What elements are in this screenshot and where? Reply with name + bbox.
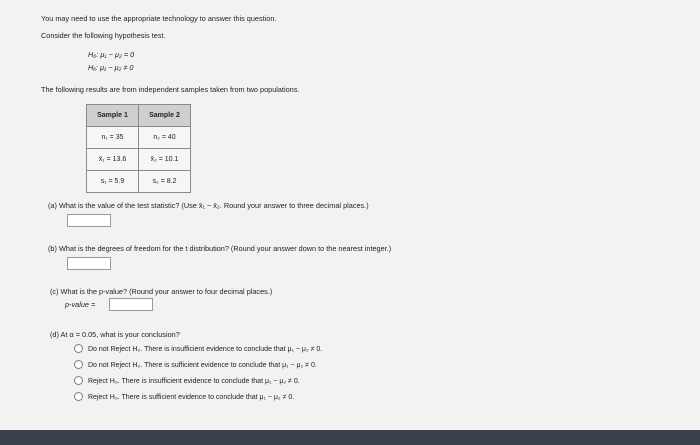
table-cell-n1: n₁ = 35	[87, 127, 139, 149]
table-row	[87, 149, 191, 171]
option-label: Do not Reject H₀. There is insufficient evidence to conclude that μ₁ − μ₂ ≠ 0.	[88, 346, 323, 353]
radio-button[interactable]	[74, 344, 83, 353]
null-hypothesis: H₀: μ₁ − μ₂ = 0	[88, 50, 135, 59]
conclusion-option-4[interactable]	[74, 392, 294, 402]
table-header-sample-1: Sample 1	[87, 105, 139, 127]
option-label: Do not Reject H₀. There is sufficient evidence to conclude that μ₁ − μ₂ ≠ 0.	[88, 362, 317, 369]
table-header-sample-2: Sample 2	[139, 105, 191, 127]
results-intro: The following results are from independent samples taken from two populations.	[41, 85, 300, 94]
option-label: Reject H₀. There is sufficient evidence to conclude that μ₁ − μ₂ ≠ 0.	[88, 394, 295, 401]
technology-note: You may need to use the appropriate technology to answer this question.	[41, 14, 277, 23]
test-statistic-input[interactable]	[67, 214, 111, 227]
radio-button[interactable]	[74, 376, 83, 385]
bottom-bar	[0, 430, 700, 445]
alternative-hypothesis: Hₐ: μ₁ − μ₂ ≠ 0	[88, 63, 134, 72]
option-label: Reject H₀. There is insufficient evidence to conclude that μ₁ − μ₂ ≠ 0.	[88, 378, 300, 385]
question-c: (c) What is the p-value? (Round your answer to four decimal places.)	[50, 287, 273, 296]
table-cell-s1: s₁ = 5.9	[87, 171, 139, 193]
question-b: (b) What is the degrees of freedom for the t distribution? (Round your answer down to the nearest integer.)	[48, 244, 392, 253]
question-d: (d) At α = 0.05, what is your conclusion?	[50, 330, 180, 339]
table-cell-s2: s₂ = 8.2	[139, 171, 191, 193]
p-value-label: p-value =	[65, 300, 96, 309]
table-row	[87, 127, 191, 149]
radio-button[interactable]	[74, 360, 83, 369]
p-value-input[interactable]	[109, 298, 153, 311]
sample-results-table	[86, 104, 191, 193]
table-cell-xbar2: x̄₂ = 10.1	[139, 149, 191, 171]
table-header-row	[87, 105, 191, 127]
table-cell-xbar1: x̄₁ = 13.6	[87, 149, 139, 171]
table-cell-n2: n₂ = 40	[139, 127, 191, 149]
degrees-of-freedom-input[interactable]	[67, 257, 111, 270]
question-a: (a) What is the value of the test statistic? (Use x̄₁ − x̄₂. Round your answer to three decimal places.)	[48, 201, 369, 210]
hypothesis-intro: Consider the following hypothesis test.	[41, 31, 166, 40]
conclusion-option-3[interactable]	[74, 376, 300, 386]
radio-button[interactable]	[74, 392, 83, 401]
conclusion-option-1[interactable]	[74, 344, 322, 354]
conclusion-option-2[interactable]	[74, 360, 317, 370]
table-row	[87, 171, 191, 193]
